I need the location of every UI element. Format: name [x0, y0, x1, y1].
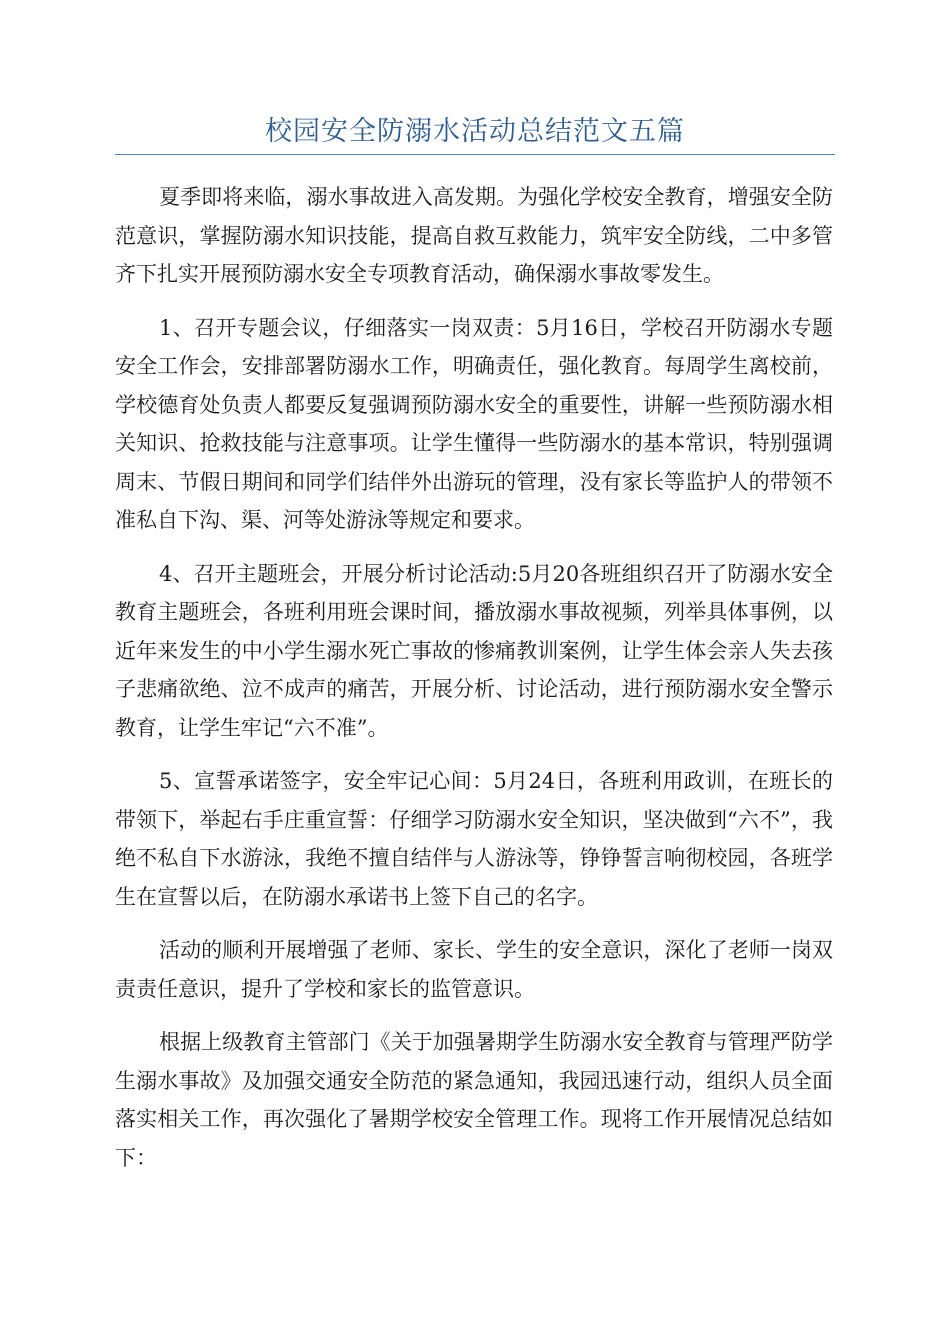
- paragraph-item-1: 1、召开专题会议，仔细落实一岗双责：5月16日，学校召开防溺水专题安全工作会，安排部署防溺水工作，明确责任，强化教育。每周学生离校前，学校德育处负责人都要反复强调预防溺水安全的重要性，讲解一些预防溺水相关知识、抢救技能与注意事项。让学生懂得一些防溺水的基本常识，特别强调周末、节假日期间和同学们结伴外出游玩的管理，没有家长等监护人的带领不准私自下沟、渠、河等处游泳等规定和要求。: [115, 315, 833, 532]
- paragraph-item-5: 5、宣誓承诺签字，安全牢记心间：5月24日，各班利用政训，在班长的带领下，举起右手庄重宣誓：仔细学习防溺水安全知识，坚决做到“六不”，我绝不私自下水游泳，我绝不擅自结伴与人游泳等，铮铮誓言响彻校园，各班学生在宣誓以后，在防溺水承诺书上签下自己的名字。: [115, 769, 833, 909]
- paragraph-second-article: 根据上级教育主管部门《关于加强暑期学生防溺水安全教育与管理严防学生溺水事故》及加强交通安全防范的紧急通知，我园迅速行动，组织人员全面落实相关工作，再次强化了暑期学校安全管理工作。现将工作开展情况总结如下：: [115, 1030, 833, 1170]
- document-title: 校园安全防溺水活动总结范文五篇: [265, 116, 685, 147]
- paragraph-intro: 夏季即将来临，溺水事故进入高发期。为强化学校安全教育，增强安全防范意识，掌握防溺水知识技能，提高自救互救能力，筑牢安全防线，二中多管齐下扎实开展预防溺水安全专项教育活动，确保溺水事故零发生。: [115, 185, 833, 286]
- paragraph-summary: 活动的顺利开展增强了老师、家长、学生的安全意识，深化了老师一岗双责责任意识，提升了学校和家长的监管意识。: [115, 938, 833, 1001]
- paragraph-item-4: 4、召开主题班会，开展分析讨论活动:5月20各班组织召开了防溺水安全教育主题班会，各班利用班会课时间，播放溺水事故视频，列举具体事例，以近年来发生的中小学生溺水死亡事故的惨痛教训案例，让学生体会亲人失去孩子悲痛欲绝、泣不成声的痛苦，开展分析、讨论活动，进行预防溺水安全警示教育，让学生牢记“六不准”。: [115, 561, 833, 740]
- title-underline: [115, 154, 835, 155]
- document-body: [115, 178, 833, 1192]
